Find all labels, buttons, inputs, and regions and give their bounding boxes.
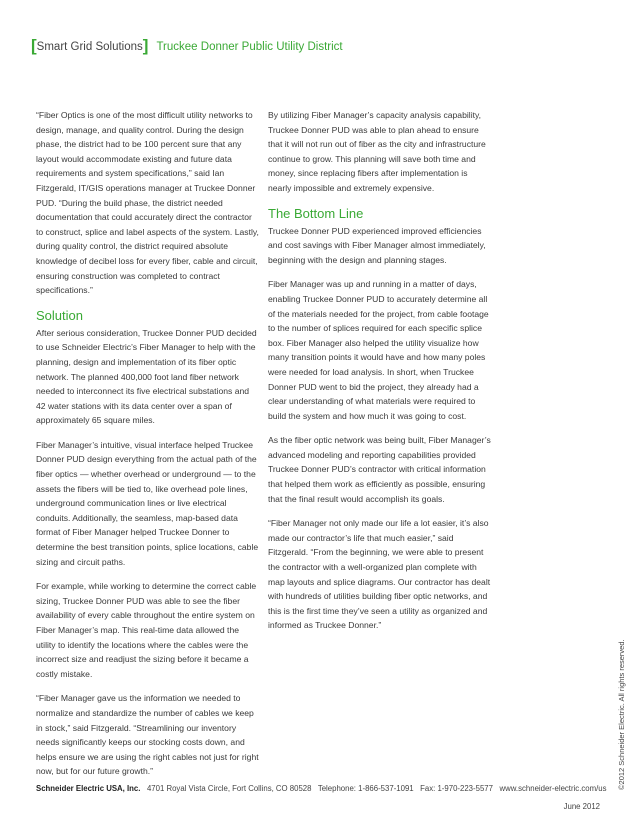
left-paragraph-4: For example, while working to determine the correct cable sizing, Truckee Donner PUD was able to see the fiber availability of every cable throughout the entire system on Fiber Manager’s map. This real-time data allowed the utility to identify the locations where the cables were the incorrect size and readjust the sizing before it became a costly mistake. <box>36 581 257 679</box>
header-open-bracket: [ <box>31 36 37 55</box>
header-title: Truckee Donner Public Utility District <box>156 41 343 53</box>
header-section-label: Smart Grid Solutions <box>36 41 143 53</box>
page-footer <box>36 784 607 793</box>
right-paragraph-4: As the fiber optic network was being built, Fiber Manager’s advanced modeling and reporting capabilities provided Truckee Donner PUD’s contractor with critical information that helped them work as efficiently as possible, ensuring that the final result would accomplish its goals. <box>268 435 491 504</box>
footer-website[interactable]: www.schneider-electric.com/us <box>499 784 607 793</box>
left-paragraph-1: “Fiber Optics is one of the most difficult utility networks to design, manage, and quality control. During the design phase, the district had to be 100 percent sure that any layout would accommodate existing and future data requirements and system specifications,” said Ian Fitzgerald, IT/GIS operations manager at Truckee Donner PUD. “During the build phase, the district needed documentation that could accurately direct the contractor to construct, splice and label aspects of the system. Lastly, during quality control, the district required absolute knowledge of decibel loss for every fiber, cable and circuit, ensuring construction was completed to contract specifications.” <box>36 110 259 296</box>
right-column <box>268 108 492 643</box>
right-paragraph-1: By utilizing Fiber Manager’s capacity analysis capability, Truckee Donner PUD was able to plan ahead to ensure that it will not run out of fiber as the city and infrastructure continue to grow. This planning will save both time and money, since replacing fibers after implementation is nearly impossible and extremely expensive. <box>268 110 486 193</box>
footer-telephone: Telephone: 1-866-537-1091 <box>317 784 414 793</box>
solution-heading: Solution <box>36 307 83 323</box>
page-header <box>31 38 343 55</box>
left-column <box>36 108 260 789</box>
footer-date: June 2012 <box>563 802 600 811</box>
left-paragraph-3: Fiber Manager’s intuitive, visual interface helped Truckee Donner PUD design everything from the actual path of the fiber optics — whether overhead or underground — to the assets the fibers will be tied to, like overhead pole lines, underground communication lines or live electrical conduits. Additionally, the seamless, map-based data format of Fiber Manager helped Truckee Donner to determine the best transition points, splice locations, cable sizing and circuit paths. <box>36 439 259 567</box>
footer-fax: Fax: 1-970-223-5577 <box>420 784 493 793</box>
right-paragraph-2: Truckee Donner PUD experienced improved efficiencies and cost savings with Fiber Manager almost immediately, beginning with the design and planning stages. <box>268 225 486 265</box>
right-paragraph-5: “Fiber Manager not only made our life a lot easier, it’s also made our contractor’s life that much easier,” said Fitzgerald. “From the beginning, we were able to present the contractor with a well-organized plan complete with map layouts and splice diagrams. Our contractor has dealt with hundreds of utilities building fiber optic networks, and this is the first time they’ve seen a utility as organized and informed as Truckee Donner.” <box>268 518 491 631</box>
copyright-notice: ©2012 Schneider Electric. All rights reserved. <box>617 639 626 790</box>
footer-address: 4701 Royal Vista Circle, Fort Collins, CO 80528 <box>146 784 312 793</box>
right-paragraph-3: Fiber Manager was up and running in a matter of days, enabling Truckee Donner PUD to accurately determine all of the materials needed for the project, from cable footage to the number of splices required for each specific splice box. Fiber Manager also helped the utility visualize how many transition points it would have and how many poles were needed for load analysis. In short, when Truckee Donner PUD went to bid the project, they already had a clear understanding of what materials were required to build the system and how much it was going to cost. <box>268 279 489 421</box>
footer-company: Schneider Electric USA, Inc. <box>36 784 141 793</box>
bottom-line-heading: The Bottom Line <box>268 205 364 221</box>
left-paragraph-5: “Fiber Manager gave us the information we needed to normalize and standardize the number of cables we keep in stock,” said Fitzgerald. “Streamlining our inventory needs significantly keeps our stocking costs down, and helps ensure we are using the right cables not just for right now, but for our future growth.” <box>36 693 259 777</box>
left-paragraph-2: After serious consideration, Truckee Donner PUD decided to use Schneider Electric’s Fiber Manager to help with the planning, design and implementation of its fiber optic network. The planned 400,000 foot land fiber network needed to interconnect its five electrical substations and 42 water stations with its data center over a span of approximately 65 square miles. <box>36 327 257 426</box>
header-close-bracket: ] <box>142 36 149 55</box>
